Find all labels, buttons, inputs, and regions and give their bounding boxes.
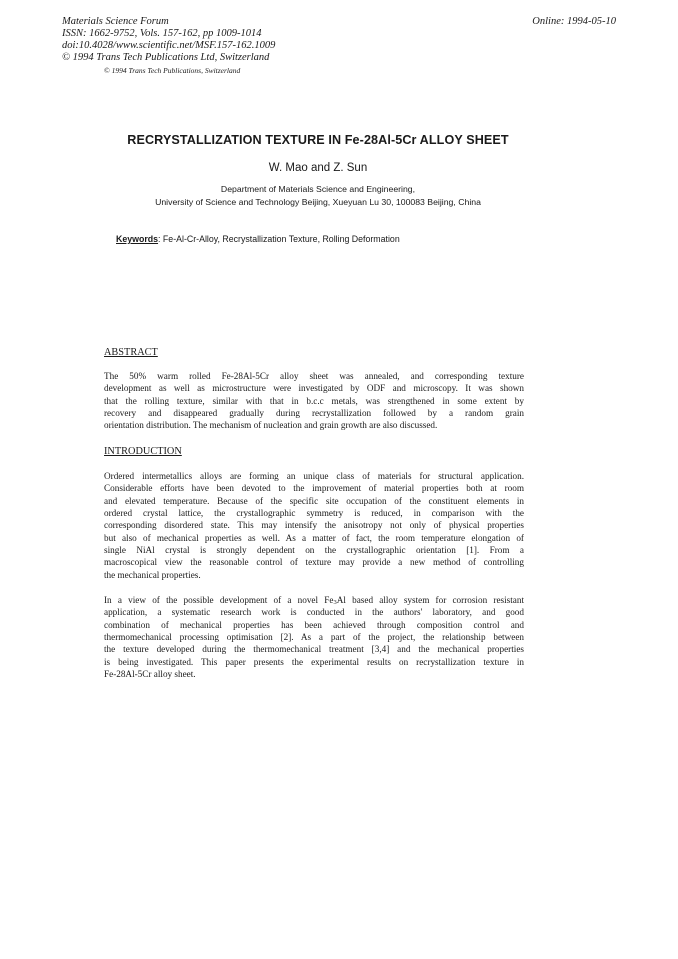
abstract-line: that the rolling texture, similar with that in b.c.c metals, was strengthened in some extent by [104, 395, 524, 406]
keywords-text: : Fe-Al-Cr-Alloy, Recrystallization Texture, Rolling Deformation [158, 234, 400, 244]
abstract-heading: ABSTRACT [104, 347, 158, 358]
paragraph-line: macroscopical view the reasonable control of texture may provide a new method of controlling [104, 557, 524, 568]
paragraph-line: the mechanical properties. [104, 569, 201, 580]
online-date: Online: 1994-05-10 [532, 16, 616, 27]
paragraph-line: is being investigated. This paper presents the experimental results on recrystallization texture in [104, 656, 524, 667]
introduction-paragraph-1 [104, 470, 524, 581]
paragraph-line: Ordered intermetallics alloys are forming an unique class of materials for structural application. [104, 471, 524, 481]
paper-title: RECRYSTALLIZATION TEXTURE IN Fe-28Al-5Cr ALLOY SHEET [127, 133, 509, 147]
paragraph-line: and elevated temperature. Because of the specific site occupation of the constituent elements in [104, 495, 524, 506]
citation-header [62, 16, 312, 64]
paragraph-line: Considerable efforts have been devoted to the improvement of material properties both at room [104, 483, 524, 494]
abstract-text [104, 370, 524, 432]
affiliation-line-2: University of Science and Technology Beijing, Xueyuan Lu 30, 100083 Beijing, China [155, 197, 481, 207]
keywords [116, 234, 400, 244]
abstract-line: orientation distribution. The mechanism of nucleation and grain growth are also discussed. [104, 420, 438, 431]
paragraph-line: the texture developed during the thermomechanical treatment [3,4] and the mechanical properties [104, 644, 524, 655]
publisher-copyright: © 1994 Trans Tech Publications, Switzerland [104, 66, 241, 75]
abstract-line: development as well as microstructure were investigated by ODF and microscopy. It was shown [104, 383, 524, 394]
paragraph-line: but also of mechanical properties as well. As a matter of fact, the room temperature elongation of [104, 532, 524, 543]
paragraph-line [104, 594, 524, 606]
authors: W. Mao and Z. Sun [268, 162, 368, 174]
paragraph-line: combination of mechanical properties has been achieved through composition control and [104, 619, 524, 630]
abstract-line: recovery and disappeared gradually during recrystallization followed by a random grain [104, 408, 524, 419]
journal-name: Materials Science Forum [62, 16, 169, 27]
keywords-label: Keywords [116, 234, 159, 244]
line-start: In a view of the possible development of a novel Fe [104, 595, 334, 605]
paragraph-line: Fe-28Al-5Cr alloy sheet. [104, 669, 196, 680]
paragraph-line: single NiAl crystal is strongly dependent on the crystallographic orientation [1]. From a [104, 545, 524, 556]
issn-line: ISSN: 1662-9752, Vols. 157-162, pp 1009-1014 [62, 28, 262, 39]
subscript: 3 [333, 599, 337, 606]
paragraph-line: ordered crystal lattice, the crystallographic symmetry is reduced, in comparison with the [104, 508, 524, 519]
paragraph-line: thermomechanical processing optimisation [2]. As a part of the project, the relationship between [104, 632, 524, 643]
affiliation-line-1: Department of Materials Science and Engineering, [220, 184, 416, 194]
introduction-heading: INTRODUCTION [104, 446, 182, 457]
paragraph-line: application, a systematic research work is conducted in the authors' laboratory, and good [104, 607, 524, 618]
introduction-paragraph-2 [104, 594, 524, 680]
doi-link[interactable]: doi:10.4028/www.scientific.net/MSF.157-162.1009 [62, 40, 276, 51]
line-end: Al based alloy system for corrosion resistant [336, 595, 525, 605]
copyright-line: © 1994 Trans Tech Publications Ltd, Switzerland [62, 52, 270, 63]
abstract-line: The 50% warm rolled Fe-28Al-5Cr alloy sheet was annealed, and corresponding texture [104, 371, 524, 381]
paragraph-line: corresponding disordered state. This may intensify the anisotropy not only of physical properties [104, 520, 524, 531]
